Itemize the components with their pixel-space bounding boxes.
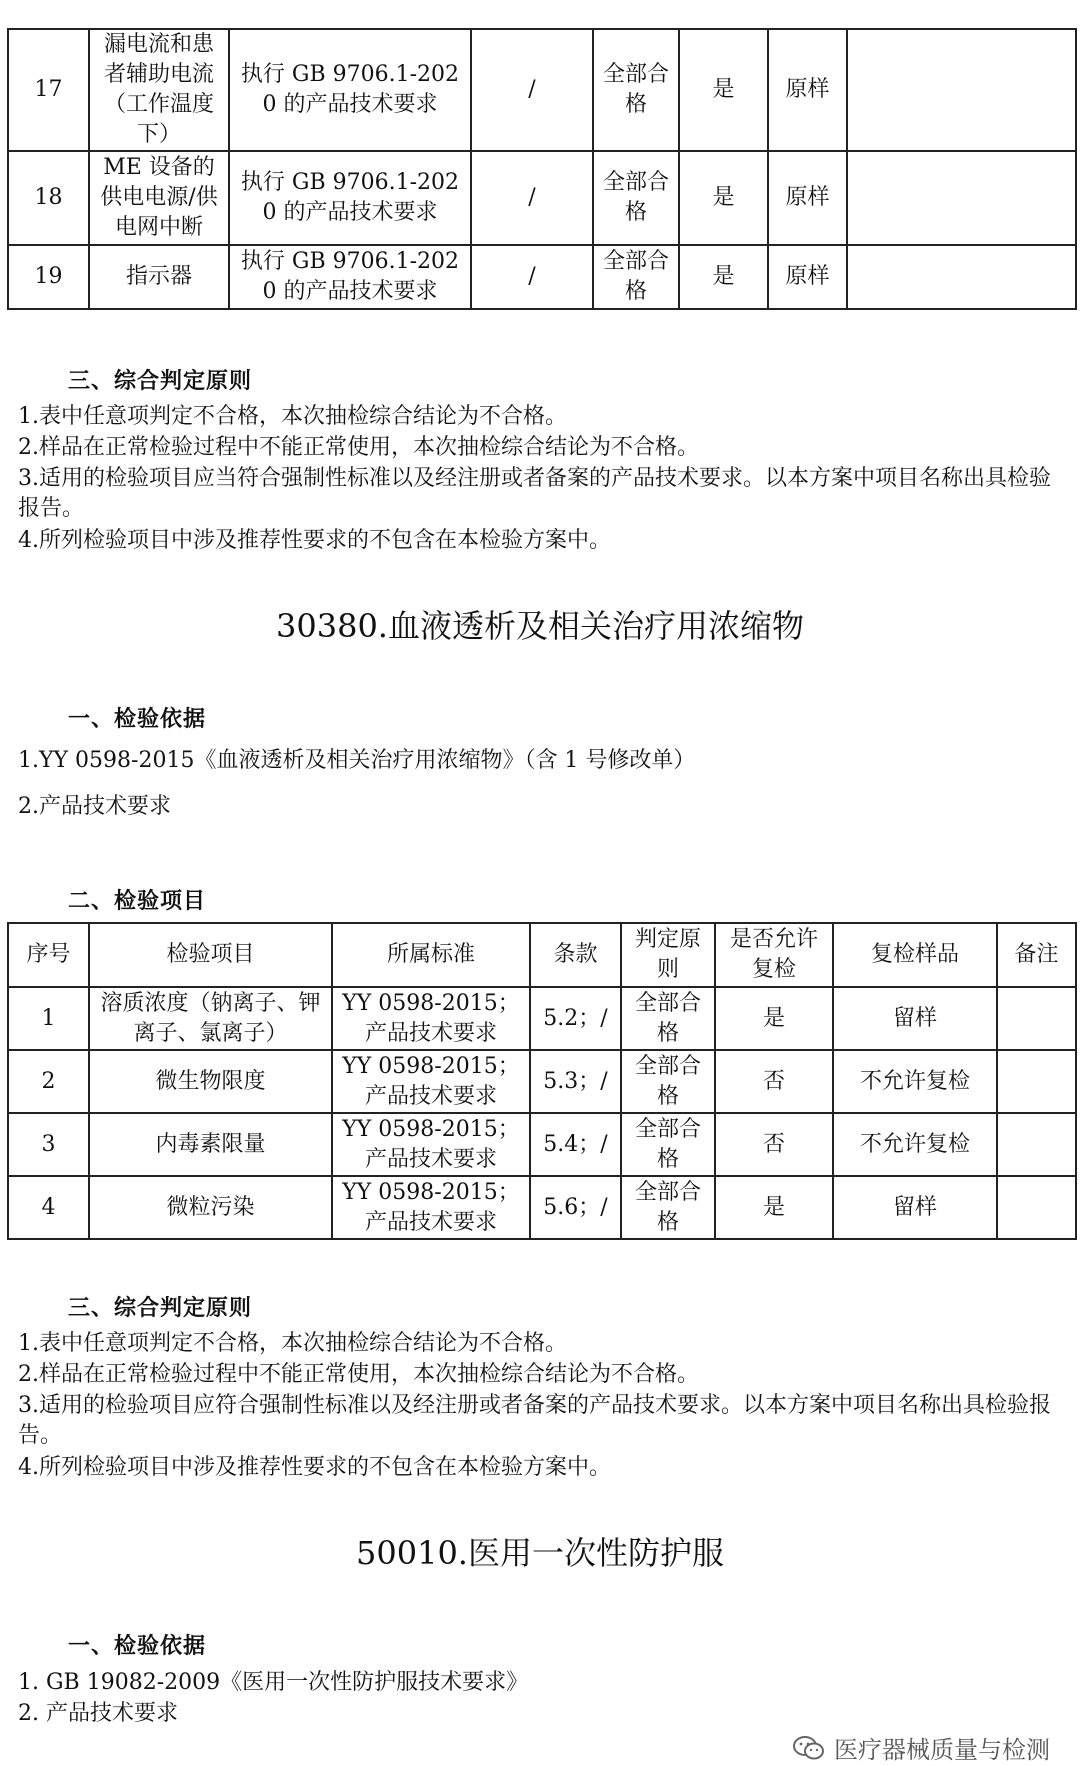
table-row [8,1113,1076,1176]
table-row [8,29,1076,151]
recheck-sample: 原样 [768,245,847,309]
table-row [8,245,1076,309]
watermark-text: 医疗器械质量与检测 [834,1736,1050,1764]
basis-item: 1.YY 0598-2015《血液透析及相关治疗用浓缩物》（含 1 号修改单） [18,748,696,773]
section-heading: 二、检验项目 [68,889,207,914]
judgment-principle: 全部合格 [593,245,679,309]
test-item: 漏电流和患者辅助电流（工作温度下） [89,29,229,151]
test-item: 指示器 [89,245,229,309]
judgment-principle: 全部合格 [621,987,715,1050]
header-sample: 复检样品 [833,923,997,987]
table-row [8,1050,1076,1113]
standard: 执行 GB 9706.1-2020 的产品技术要求 [229,151,471,245]
clause: / [471,245,593,309]
test-item: 内毒素限量 [89,1113,332,1176]
remark [997,1113,1076,1176]
recheck-allowed: 是 [715,987,833,1050]
principle-item: 3.适用的检验项目应符合强制性标准以及经注册或者备案的产品技术要求。以本方案中项目名称出具检验报告。 [18,1393,1051,1448]
standard: 执行 GB 9706.1-2020 的产品技术要求 [229,245,471,309]
principle-item: 4.所列检验项目中涉及推荐性要求的不包含在本检验方案中。 [18,1455,611,1480]
header-standard: 所属标准 [332,923,530,987]
continuation-table [7,28,1077,310]
principle-item: 4.所列检验项目中涉及推荐性要求的不包含在本检验方案中。 [18,528,611,553]
test-item: 微生物限度 [89,1050,332,1113]
clause: / [471,29,593,151]
product-title: 50010.医用一次性防护服 [356,1534,724,1572]
basis-item: 2. 产品技术要求 [18,1701,178,1726]
remark [847,29,1076,151]
test-item: ME 设备的供电电源/供电网中断 [89,151,229,245]
standard: YY 0598-2015；产品技术要求 [332,987,530,1050]
inspection-items-table [7,922,1077,1240]
table-header-row [8,923,1076,987]
header-item: 检验项目 [89,923,332,987]
recheck-sample: 不允许复检 [833,1050,997,1113]
basis-item: 2.产品技术要求 [18,794,171,819]
table-row [8,151,1076,245]
principle-item: 1.表中任意项判定不合格，本次抽检综合结论为不合格。 [18,404,567,429]
judgment-principle: 全部合格 [593,29,679,151]
section-heading: 一、检验依据 [68,1634,207,1659]
recheck-allowed: 是 [715,1176,833,1239]
row-number: 2 [8,1050,89,1113]
section-heading: 一、检验依据 [68,707,207,732]
recheck-sample: 原样 [768,151,847,245]
header-no: 序号 [8,923,89,987]
judgment-principle: 全部合格 [593,151,679,245]
standard: YY 0598-2015；产品技术要求 [332,1113,530,1176]
principle-item: 2.样品在正常检验过程中不能正常使用，本次抽检综合结论为不合格。 [18,1362,699,1387]
table-row [8,1176,1076,1239]
row-number: 17 [8,29,89,151]
principle-item: 1.表中任意项判定不合格，本次抽检综合结论为不合格。 [18,1331,567,1356]
recheck-sample: 留样 [833,987,997,1050]
remark [847,151,1076,245]
clause: / [471,151,593,245]
recheck-sample: 留样 [833,1176,997,1239]
header-remark: 备注 [997,923,1076,987]
standard: 执行 GB 9706.1-2020 的产品技术要求 [229,29,471,151]
principle-item: 3.适用的检验项目应当符合强制性标准以及经注册或者备案的产品技术要求。以本方案中项目名称出具检验报告。 [18,466,1051,521]
row-number: 3 [8,1113,89,1176]
clause: 5.4；/ [530,1113,621,1176]
row-number: 4 [8,1176,89,1239]
recheck-sample: 不允许复检 [833,1113,997,1176]
header-principle: 判定原则 [621,923,715,987]
principle-item: 2.样品在正常检验过程中不能正常使用，本次抽检综合结论为不合格。 [18,435,699,460]
judgment-principle: 全部合格 [621,1050,715,1113]
row-number: 19 [8,245,89,309]
clause: 5.2；/ [530,987,621,1050]
product-title: 30380.血液透析及相关治疗用浓缩物 [276,607,804,645]
recheck-allowed: 是 [679,29,768,151]
standard: YY 0598-2015；产品技术要求 [332,1176,530,1239]
remark [997,987,1076,1050]
clause: 5.6；/ [530,1176,621,1239]
clause: 5.3；/ [530,1050,621,1113]
recheck-allowed: 否 [715,1050,833,1113]
test-item: 溶质浓度（钠离子、钾离子、氯离子） [89,987,332,1050]
table-row [8,987,1076,1050]
row-number: 18 [8,151,89,245]
judgment-principle: 全部合格 [621,1113,715,1176]
judgment-principle: 全部合格 [621,1176,715,1239]
recheck-allowed: 是 [679,245,768,309]
remark [847,245,1076,309]
section-heading: 三、综合判定原则 [68,369,253,394]
wechat-icon [792,1735,826,1761]
test-item: 微粒污染 [89,1176,332,1239]
remark [997,1050,1076,1113]
standard: YY 0598-2015；产品技术要求 [332,1050,530,1113]
section-heading: 三、综合判定原则 [68,1296,253,1321]
header-clause: 条款 [530,923,621,987]
header-recheck: 是否允许复检 [715,923,833,987]
watermark [792,1730,1050,1765]
row-number: 1 [8,987,89,1050]
remark [997,1176,1076,1239]
basis-item: 1. GB 19082-2009《医用一次性防护服技术要求》 [18,1670,529,1695]
recheck-allowed: 否 [715,1113,833,1176]
recheck-allowed: 是 [679,151,768,245]
recheck-sample: 原样 [768,29,847,151]
